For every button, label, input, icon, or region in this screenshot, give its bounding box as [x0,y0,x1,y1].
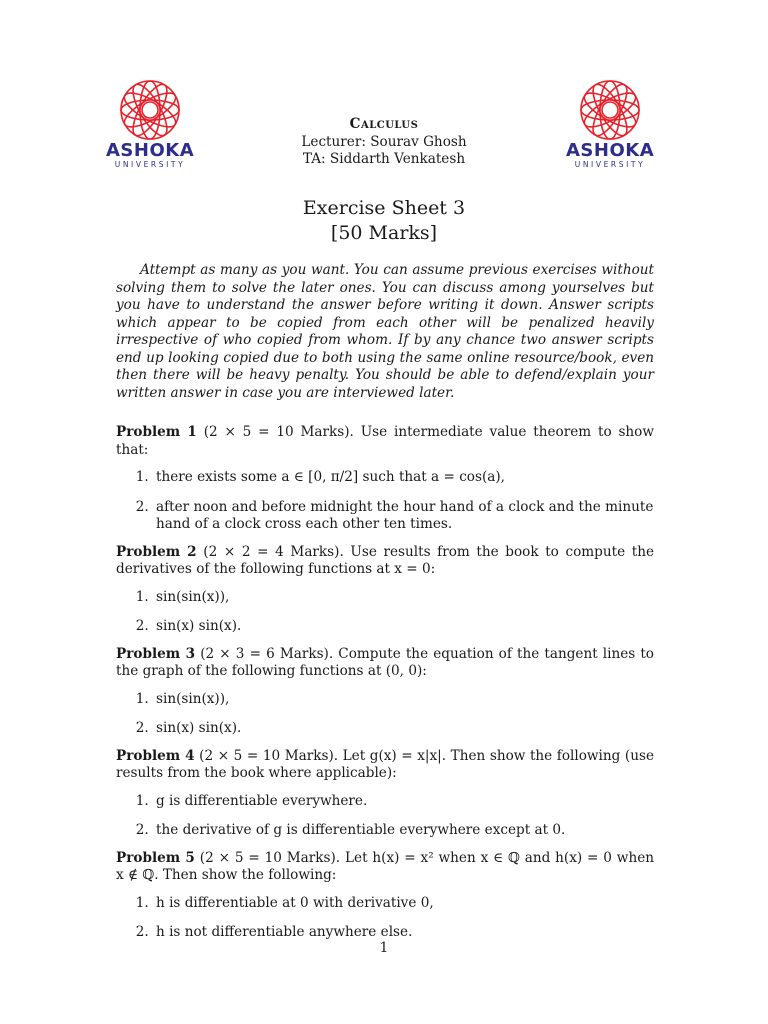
problem-1 [116,424,654,534]
problem-label: Problem 1 [116,424,197,440]
list-item: 1. g is differentiable everywhere. [153,793,654,811]
problem-statement [116,850,654,885]
problem-label: Problem 2 [116,543,197,560]
course-header [0,116,768,169]
teaching-assistant: TA: Siddarth Venkatesh [302,151,466,167]
sheet-title-line1: Exercise Sheet 3 [302,197,466,219]
problem-items [116,589,654,636]
problem-items [116,895,654,942]
logo-name: ASHOKA [566,140,655,161]
problem-statement [116,544,654,579]
problem-marks: (2 × 5 = 10 Marks). [199,849,341,866]
problem-marks: (2 × 2 = 4 Marks). [203,543,344,560]
problem-statement [116,748,654,783]
sheet-title [0,196,768,246]
problem-items [116,469,654,534]
page-number: 1 [379,940,389,956]
problem-statement [116,646,654,681]
course-title: Calculus [349,116,419,132]
problem-text: Compute the equation of the tangent lines to the graph of the following functions at (0, 0): [116,645,654,679]
problems-section [116,424,654,952]
problem-2 [116,544,654,636]
problem-text: Use results from the book to compute the derivatives of the following functions at x = 0: [116,543,654,577]
sheet-marks: [50 Marks] [330,222,438,244]
problem-text: Let g(x) = x|x|. Then show the following (use results from the book where applicable): [116,747,654,781]
problem-label: Problem 5 [116,849,195,866]
problem-marks: (2 × 3 = 6 Marks). [200,645,334,662]
logo-name: ASHOKA [106,140,195,161]
list-item: 2. after noon and before midnight the hour hand of a clock and the minute hand of a clock cross each other ten times. [153,499,654,534]
problem-3 [116,646,654,738]
problem-4 [116,748,654,840]
list-item: 1. sin(sin(x)), [153,589,654,607]
list-item: 1. there exists some a ∈ [0, π/2] such that a = cos(a), [153,469,654,487]
lecturer: Lecturer: Sourav Ghosh [301,133,467,150]
list-item: 2. h is not differentiable anywhere else. [153,924,654,942]
list-item: 1. h is differentiable at 0 with derivative 0, [153,895,654,913]
logo-subtitle: UNIVERSITY [574,160,646,169]
problem-marks: (2 × 5 = 10 Marks). [199,747,339,764]
problem-label: Problem 3 [116,645,196,662]
problem-items [116,691,654,738]
problem-marks: (2 × 5 = 10 Marks). [203,424,354,440]
problem-text: Use intermediate value theorem to show that: [116,424,655,458]
problem-text: Let h(x) = x² when x ∈ ℚ and h(x) = 0 when x ∉ ℚ. Then show the following: [116,849,654,883]
problem-5 [116,850,654,942]
list-item: 1. sin(sin(x)), [153,691,654,709]
problem-statement [116,424,654,459]
problem-label: Problem 4 [116,747,195,764]
list-item: 2. the derivative of g is differentiable everywhere except at 0. [153,822,654,840]
problem-items [116,793,654,840]
logo-subtitle: UNIVERSITY [114,160,186,169]
list-item: 2. sin(x) sin(x). [153,618,654,636]
list-item: 2. sin(x) sin(x). [153,720,654,738]
instructions-paragraph: Attempt as many as you want. You can assume previous exercises without solving them to solve the later ones. You can discuss among yourselves but you have to understand the answer before writing it down. Answer scripts which appear to be copied from each other will be penalized heavily irrespective of who copied from whom. If by any chance two answer scripts end up looking copied due to both using the same online resource/book, even then there will be heavy penalty. You should be able to defend/explain your written answer in case you are interviewed later. [116,262,654,401]
